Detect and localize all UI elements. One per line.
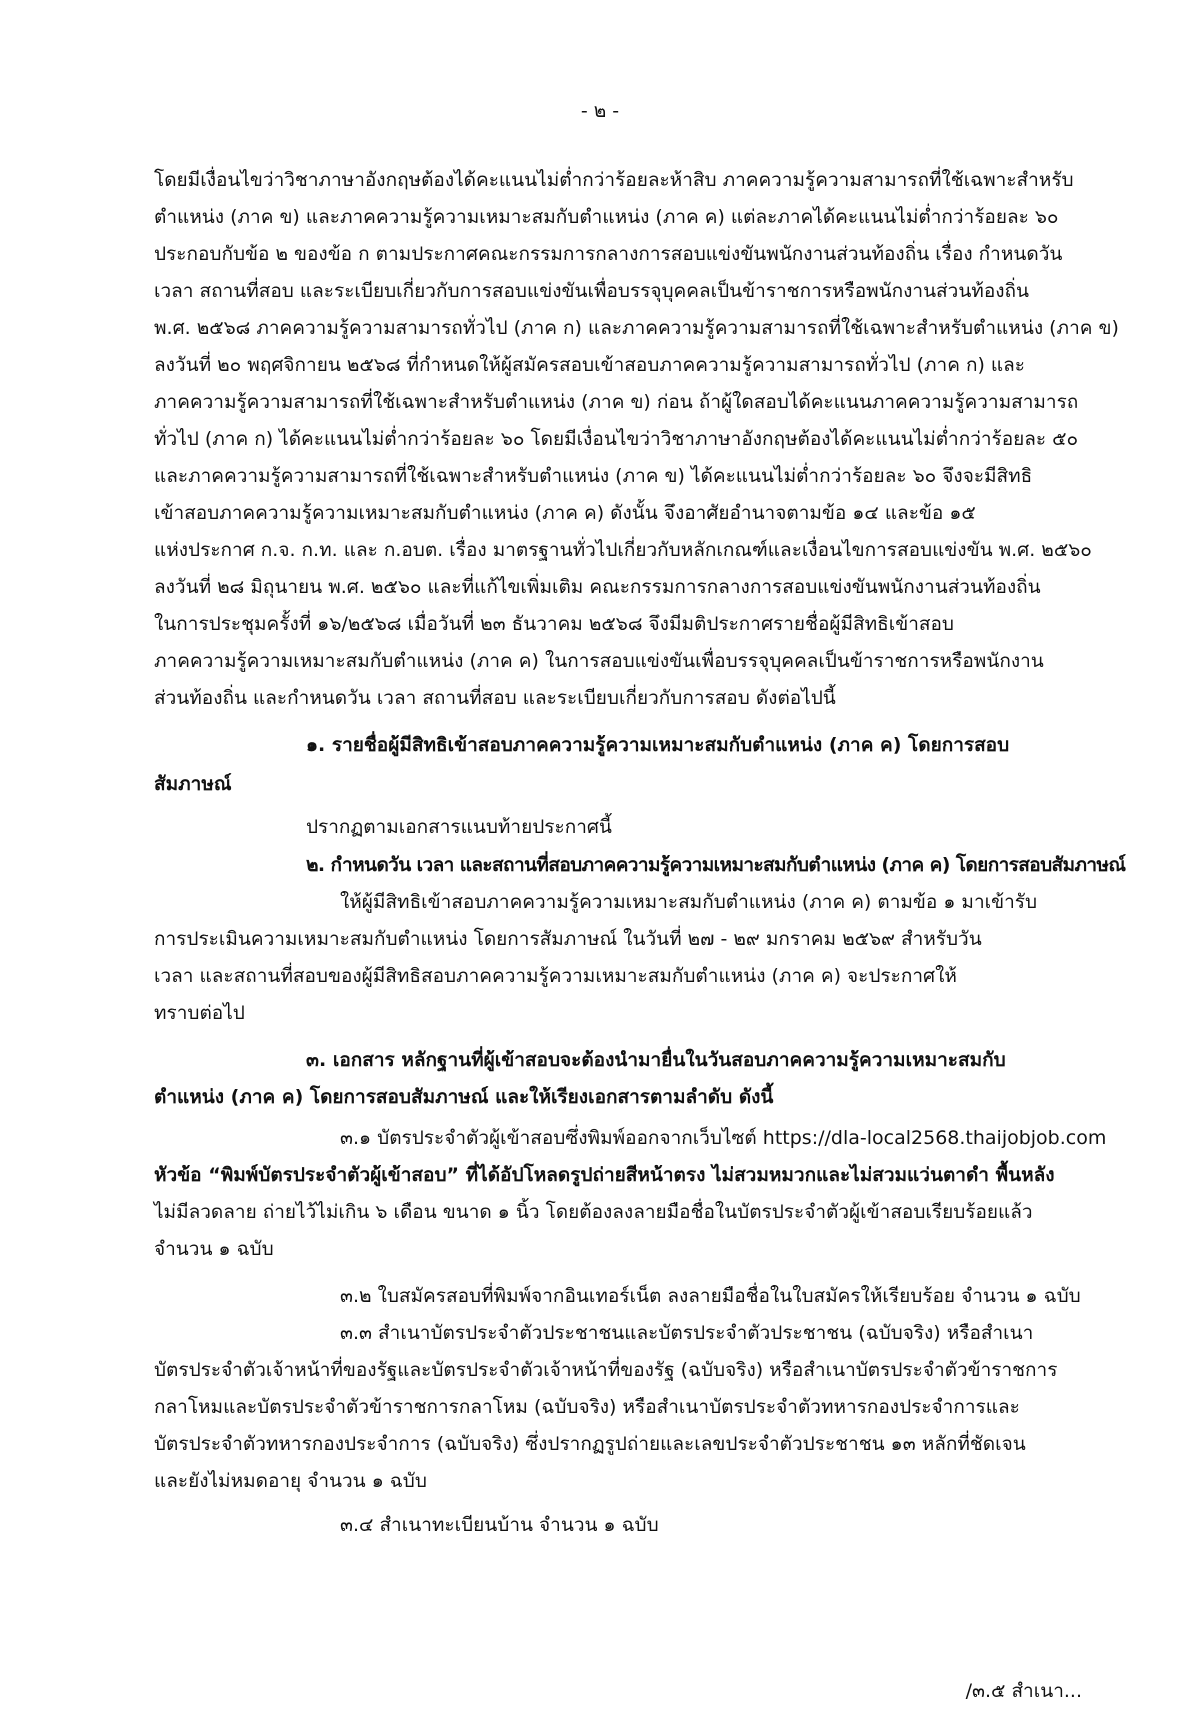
section3-item1-line: จำนวน ๑ ฉบับ [154, 1238, 274, 1260]
intro-line: ประกอบกับข้อ ๒ ของข้อ ก ตามประกาศคณะกรรมการกลางการสอบแข่งขันพนักงานส่วนท้องถิ่น เรื่อง กำหนดวัน [154, 243, 1063, 265]
intro-line: ลงวันที่ ๒๐ พฤศจิกายน ๒๕๖๘ ที่กำหนดให้ผู้สมัครสอบเข้าสอบภาคความรู้ความสามารถทั่วไป (ภาค ก) และ [154, 354, 1026, 376]
intro-line: ภาคความรู้ความเหมาะสมกับตำแหน่ง (ภาค ค) ในการสอบแข่งขันเพื่อบรรจุบุคคลเป็นข้าราชการหรือพนักงาน [154, 650, 1044, 672]
continuation-note: /๓.๕ สำเนา... [965, 1680, 1082, 1702]
section3-item3-line: บัตรประจำตัวทหารกองประจำการ (ฉบับจริง) ซึ่งปรากฏรูปถ่ายและเลขประจำตัวประชาชน ๑๓ หลักที่ชัดเจน [154, 1433, 1026, 1455]
section1-heading-cont: สัมภาษณ์ [154, 773, 232, 795]
section3-item1-line: ๓.๑ บัตรประจำตัวผู้เข้าสอบซึ่งพิมพ์ออกจากเว็บไซต์ https://dla-local2568.thaijobjob.com [340, 1127, 1107, 1149]
section1-heading: ๑. รายชื่อผู้มีสิทธิเข้าสอบภาคความรู้ความเหมาะสมกับตำแหน่ง (ภาค ค) โดยการสอบ [306, 734, 1010, 756]
intro-line: โดยมีเงื่อนไขว่าวิชาภาษาอังกฤษต้องได้คะแนนไม่ต่ำกว่าร้อยละห้าสิบ ภาคความรู้ความสามารถที่ใช้เฉพาะสำหรับ [154, 169, 1074, 191]
section3-item3-line: กลาโหมและบัตรประจำตัวข้าราชการกลาโหม (ฉบับจริง) หรือสำเนาบัตรประจำตัวทหารกองประจำการและ [154, 1396, 1020, 1418]
intro-line: และภาคความรู้ความสามารถที่ใช้เฉพาะสำหรับตำแหน่ง (ภาค ข) ได้คะแนนไม่ต่ำกว่าร้อยละ ๖๐ จึงจะมีสิทธิ [154, 465, 1033, 487]
intro-line: ในการประชุมครั้งที่ ๑๖/๒๕๖๘ เมื่อวันที่ ๒๓ ธันวาคม ๒๕๖๘ จึงมีมติประกาศรายชื่อผู้มีสิทธิเข้าสอบ [154, 613, 954, 635]
section2-line: ให้ผู้มีสิทธิเข้าสอบภาคความรู้ความเหมาะสมกับตำแหน่ง (ภาค ค) ตามข้อ ๑ มาเข้ารับ [340, 891, 1038, 913]
intro-line: ส่วนท้องถิ่น และกำหนดวัน เวลา สถานที่สอบ และระเบียบเกี่ยวกับการสอบ ดังต่อไปนี้ [154, 687, 836, 709]
section2-line: เวลา และสถานที่สอบของผู้มีสิทธิสอบภาคความรู้ความเหมาะสมกับตำแหน่ง (ภาค ค) จะประกาศให้ [154, 965, 957, 987]
intro-line: เข้าสอบภาคความรู้ความเหมาะสมกับตำแหน่ง (ภาค ค) ดังนั้น จึงอาศัยอำนาจตามข้อ ๑๔ และข้อ ๑๕ [154, 502, 976, 524]
section3-item1-line: หัวข้อ “พิมพ์บัตรประจำตัวผู้เข้าสอบ” ที่ได้อัปโหลดรูปถ่ายสีหน้าตรง ไม่สวมหมวกและไม่สวมแว่นตาดำ พื้นหลัง [154, 1164, 1055, 1186]
section3-item2: ๓.๒ ใบสมัครสอบที่พิมพ์จากอินเทอร์เน็ต ลงลายมือชื่อในใบสมัครให้เรียบร้อย จำนวน ๑ ฉบับ [340, 1285, 1081, 1307]
intro-line: ตำแหน่ง (ภาค ข) และภาคความรู้ความเหมาะสมกับตำแหน่ง (ภาค ค) แต่ละภาคได้คะแนนไม่ต่ำกว่าร้อยละ ๖๐ [154, 206, 1059, 228]
section3-item1-line: ไม่มีลวดลาย ถ่ายไว้ไม่เกิน ๖ เดือน ขนาด ๑ นิ้ว โดยต้องลงลายมือชื่อในบัตรประจำตัวผู้เข้าสอบเรียบร้อยแล้ว [154, 1201, 1033, 1223]
section3-item3-line: ๓.๓ สำเนาบัตรประจำตัวประชาชนและบัตรประจำตัวประชาชน (ฉบับจริง) หรือสำเนา [340, 1322, 1034, 1344]
intro-line: แห่งประกาศ ก.จ. ก.ท. และ ก.อบต. เรื่อง มาตรฐานทั่วไปเกี่ยวกับหลักเกณฑ์และเงื่อนไขการสอบแข่งขัน พ.ศ. ๒๕๖๐ [154, 539, 1092, 561]
section2-line: การประเมินความเหมาะสมกับตำแหน่ง โดยการสัมภาษณ์ ในวันที่ ๒๗ - ๒๙ มกราคม ๒๕๖๙ สำหรับวัน [154, 928, 982, 950]
section3-item3-line: บัตรประจำตัวเจ้าหน้าที่ของรัฐและบัตรประจำตัวเจ้าหน้าที่ของรัฐ (ฉบับจริง) หรือสำเนาบัตรประจำตัวข้าราชการ [154, 1359, 1058, 1381]
section3-heading: ๓. เอกสาร หลักฐานที่ผู้เข้าสอบจะต้องนำมายื่นในวันสอบภาคความรู้ความเหมาะสมกับ [306, 1049, 1006, 1071]
section1-body: ปรากฏตามเอกสารแนบท้ายประกาศนี้ [306, 816, 612, 838]
intro-line: ลงวันที่ ๒๘ มิถุนายน พ.ศ. ๒๕๖๐ และที่แก้ไขเพิ่มเติม คณะกรรมการกลางการสอบแข่งขันพนักงานส่วนท้องถิ่น [154, 576, 1041, 598]
intro-line: เวลา สถานที่สอบ และระเบียบเกี่ยวกับการสอบแข่งขันเพื่อบรรจุบุคคลเป็นข้าราชการหรือพนักงานส่วนท้องถิ่น [154, 280, 1030, 302]
section3-item4: ๓.๔ สำเนาทะเบียนบ้าน จำนวน ๑ ฉบับ [340, 1514, 659, 1536]
section2-line: ทราบต่อไป [154, 1002, 245, 1024]
section3-heading-cont: ตำแหน่ง (ภาค ค) โดยการสอบสัมภาษณ์ และให้เรียงเอกสารตามลำดับ ดังนี้ [154, 1086, 774, 1108]
intro-line: พ.ศ. ๒๕๖๘ ภาคความรู้ความสามารถทั่วไป (ภาค ก) และภาคความรู้ความสามารถที่ใช้เฉพาะสำหรับตำแหน่ง (ภาค ข) [154, 317, 1119, 339]
section2-heading: ๒. กำหนดวัน เวลา และสถานที่สอบภาคความรู้ความเหมาะสมกับตำแหน่ง (ภาค ค) โดยการสอบสัมภาษณ์ [306, 854, 1126, 876]
intro-line: ภาคความรู้ความสามารถที่ใช้เฉพาะสำหรับตำแหน่ง (ภาค ข) ก่อน ถ้าผู้ใดสอบได้คะแนนภาคความรู้ความสามารถ [154, 391, 1079, 413]
section3-item3-line: และยังไม่หมดอายุ จำนวน ๑ ฉบับ [154, 1470, 427, 1492]
page-number: - ๒ - [580, 100, 620, 122]
intro-line: ทั่วไป (ภาค ก) ได้คะแนนไม่ต่ำกว่าร้อยละ ๖๐ โดยมีเงื่อนไขว่าวิชาภาษาอังกฤษต้องได้คะแนนไม่ต่ำกว่าร้อยละ ๕๐ [154, 428, 1079, 450]
